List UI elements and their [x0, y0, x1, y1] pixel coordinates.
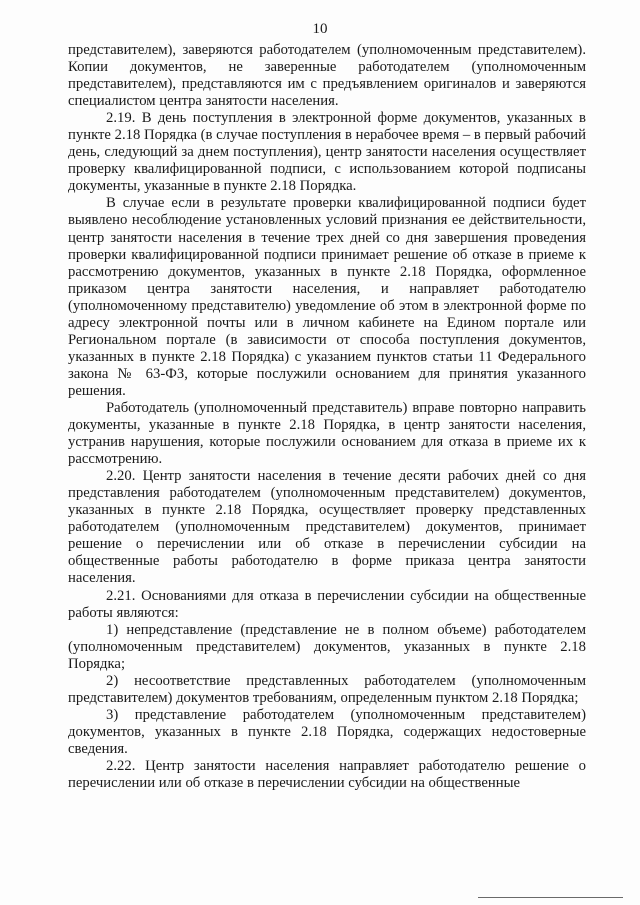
paragraph-continuation: представителем), заверяются работодателем (уполномоченным представителем). Копии документов, не заверенные работодателем (уполномоченным представителем), представляются им с предъявлением оригиналов и заверяются специалистом центра занятости населения. [68, 42, 586, 110]
paragraph-signature-check: В случае если в результате проверки квалифицированной подписи будет выявлено несоблюдение установленных условий признания ее действительности, центр занятости населения в течение трех дней со дня завершения проведения проверки квалифицированной подписи принимает решение об отказе в приеме к рассмотрению документов, указанных в пункте 2.18 Порядка, оформленное приказом центра занятости населения, и направляет работодателю (уполномоченному представителю) уведомление об этом в электронной форме по адресу электронной почты или в личном кабинете на Едином портале или Региональном портале (в зависимости от способа поступления документов, указанных в пункте 2.18 Порядка) с указанием пунктов статьи 11 Федерального закона № 63-ФЗ, которые послужили основанием для принятия указанного решения. [68, 195, 586, 399]
paragraph-2-20: 2.20. Центр занятости населения в течение десяти рабочих дней со дня представления работодателем (уполномоченным представителем) документов, указанных в пункте 2.18 Порядка, осуществляет проверку представленных работодателем (уполномоченным представителем) документов, принимает решение о перечислении или об отказе в перечислении субсидии на общественные работы работодателю в форме приказа центра занятости населения. [68, 468, 586, 587]
paragraph-2-21: 2.21. Основаниями для отказа в перечислении субсидии на общественные работы являются: [68, 587, 586, 621]
document-body [68, 42, 586, 792]
page-number: 10 [312, 21, 328, 37]
list-item-2: 2) несоответствие представленных работодателем (уполномоченным представителем) документов требованиям, определенным пунктом 2.18 Порядка; [68, 672, 586, 706]
list-item-3: 3) представление работодателем (уполномоченным представителем) документов, указанных в пункте 2.18 Порядка, содержащих недостоверные сведения. [68, 706, 586, 757]
paragraph-2-19: 2.19. В день поступления в электронной форме документов, указанных в пункте 2.18 Порядка (в случае поступления в нерабочее время – в первый рабочий день, следующий за днем поступления), центр занятости населения осуществляет проверку квалифицированной подписи, с использованием которой подписаны документы, указанные в пункте 2.18 Порядка. [68, 110, 586, 195]
list-item-1: 1) непредставление (представление не в полном объеме) работодателем (уполномоченным представителем) документов, указанных в пункте 2.18 Порядка; [68, 621, 586, 672]
paragraph-resubmission: Работодатель (уполномоченный представитель) вправе повторно направить документы, указанные в пункте 2.18 Порядка, в центр занятости населения, устранив нарушения, которые послужили основанием для отказа в приеме их к рассмотрению. [68, 399, 586, 468]
paragraph-2-22: 2.22. Центр занятости населения направляет работодателю решение о перечислении или об отказе в перечислении субсидии на общественные [68, 757, 586, 792]
bottom-rule [478, 897, 623, 898]
